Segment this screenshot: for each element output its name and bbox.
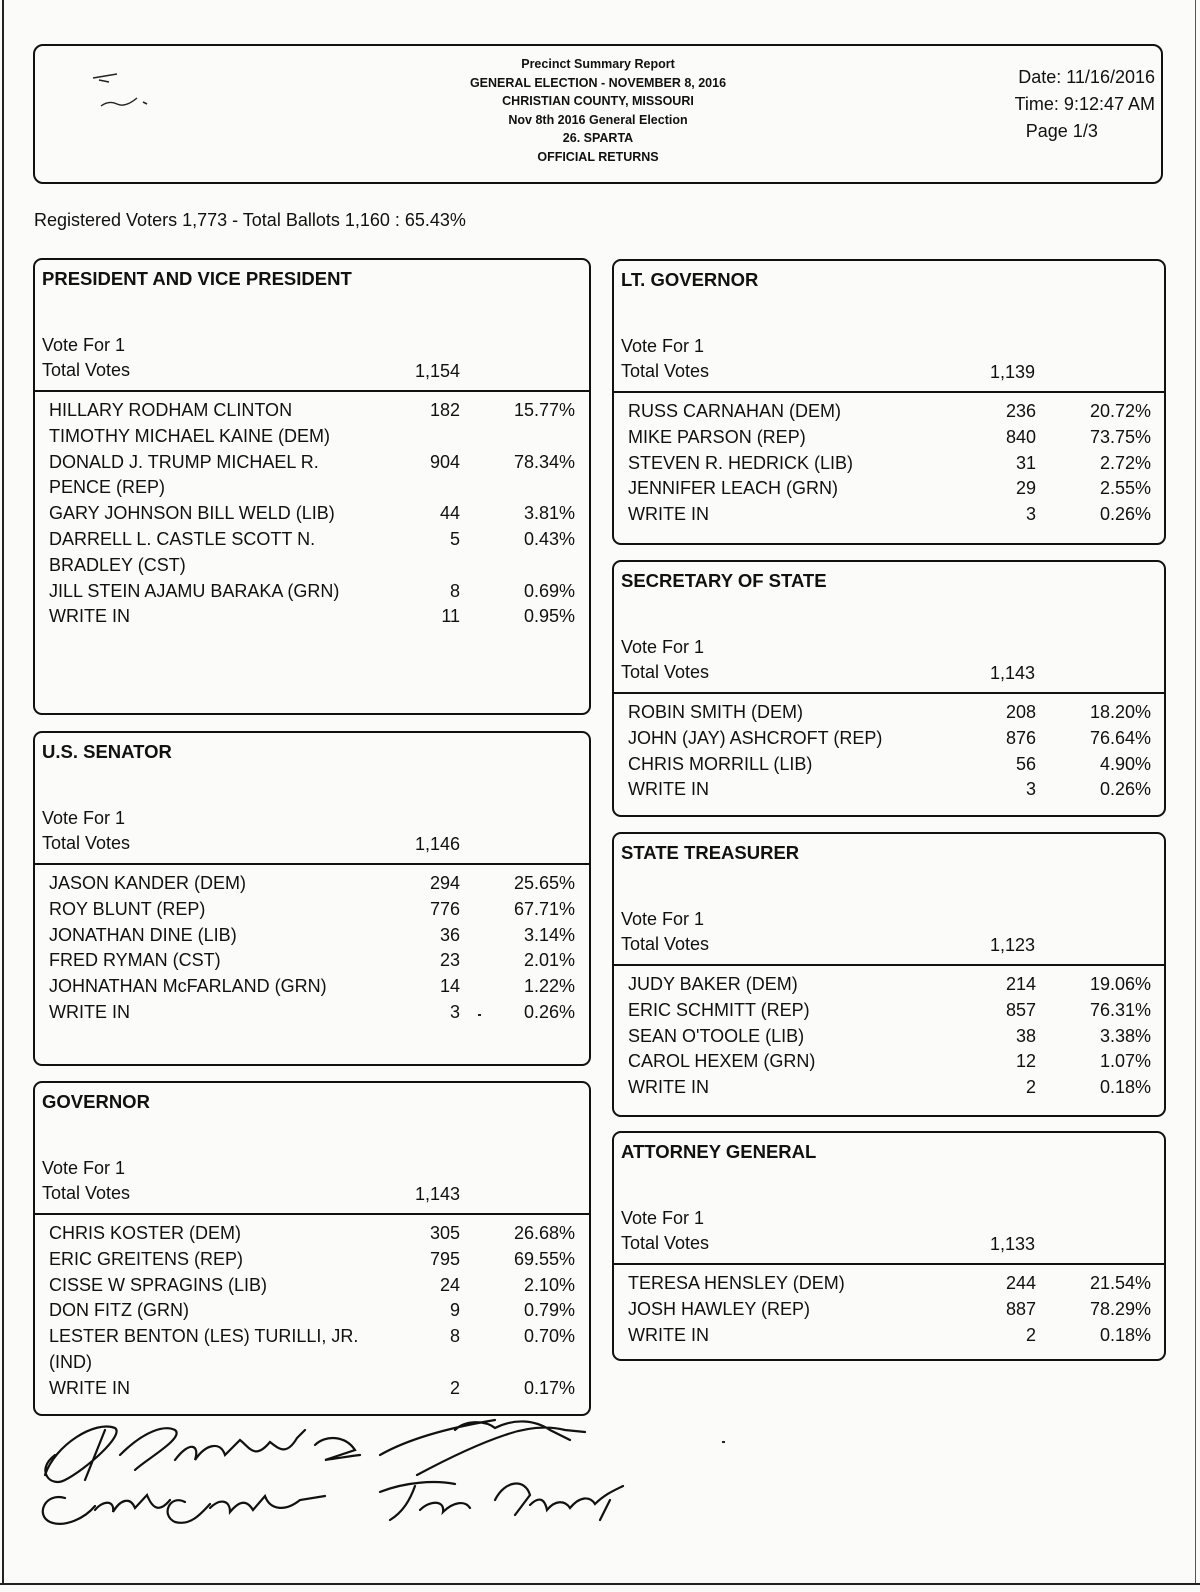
candidate-name: TERESA HENSLEY (DEM) xyxy=(628,1273,845,1293)
candidate-votes: 8 xyxy=(449,1326,460,1347)
candidate-percent: 0.26% xyxy=(1099,779,1151,800)
candidate-name: WRITE IN xyxy=(49,606,130,627)
report-page: Page 1/3 xyxy=(1025,121,1098,141)
total-votes-value: 1,143 xyxy=(989,663,1035,683)
candidate-percent: 78.29% xyxy=(1089,1298,1151,1319)
candidate-name: DON FITZ (GRN) xyxy=(49,1300,189,1321)
race-title: GOVERNOR xyxy=(42,1091,150,1112)
candidate-row xyxy=(35,948,589,974)
candidate-votes: 56 xyxy=(1015,753,1036,774)
candidate-row xyxy=(614,972,1164,998)
candidate-percent: 0.43% xyxy=(523,528,575,549)
race-title: PRESIDENT AND VICE PRESIDENT xyxy=(42,268,352,289)
candidate-name: JUDY BAKER (DEM) xyxy=(628,974,798,994)
candidate-votes: 11 xyxy=(441,606,460,627)
candidate-name: CHRIS MORRILL (LIB) xyxy=(628,753,813,774)
total-votes-value: 1,143 xyxy=(414,1184,460,1204)
total-votes-value: 1,139 xyxy=(989,362,1035,382)
candidate-votes: 24 xyxy=(439,1274,460,1295)
candidate-percent: 3.81% xyxy=(523,503,575,524)
candidate-row xyxy=(35,923,589,949)
candidate-votes: 9 xyxy=(449,1300,460,1321)
candidate-votes: 214 xyxy=(1005,974,1036,994)
race-divider xyxy=(35,1213,589,1215)
candidate-name: JOSH HAWLEY (REP) xyxy=(628,1298,811,1319)
candidate-votes: 2 xyxy=(1025,1077,1036,1098)
total-votes-value: 1,154 xyxy=(414,361,460,381)
candidate-name: ROY BLUNT (REP) xyxy=(49,898,206,919)
candidate-percent: 21.54% xyxy=(1089,1273,1151,1293)
candidate-votes: 776 xyxy=(429,898,460,919)
candidate-percent: 25.65% xyxy=(513,873,575,893)
candidate-votes: 29 xyxy=(1015,478,1036,499)
stray-mark xyxy=(722,1441,725,1443)
candidate-percent: 0.69% xyxy=(523,580,575,601)
candidate-row xyxy=(35,1273,589,1299)
candidate-votes: 38 xyxy=(1015,1025,1036,1046)
candidate-row xyxy=(35,450,589,502)
candidate-row xyxy=(614,1024,1164,1050)
candidate-percent: 2.72% xyxy=(1099,452,1151,473)
candidate-percent: 0.17% xyxy=(523,1377,575,1398)
candidate-votes: 12 xyxy=(1015,1051,1036,1072)
candidate-row xyxy=(614,476,1164,502)
race-president xyxy=(33,258,591,715)
candidate-votes: 31 xyxy=(1015,452,1036,473)
race-title: SECRETARY OF STATE xyxy=(621,570,827,591)
total-votes-label: Total Votes xyxy=(42,360,131,380)
report-meta xyxy=(1015,64,1155,145)
candidate-row xyxy=(614,752,1164,778)
candidate-votes: 8 xyxy=(449,580,460,601)
candidate-votes: 2 xyxy=(1025,1324,1036,1345)
candidate-percent: 0.26% xyxy=(523,1001,575,1022)
page-edge-left xyxy=(2,0,4,1585)
total-votes-label: Total Votes xyxy=(621,662,710,682)
candidate-list xyxy=(614,399,1164,528)
total-votes-label: Total Votes xyxy=(621,934,710,954)
candidate-percent: 3.14% xyxy=(523,924,575,945)
candidate-row xyxy=(35,579,589,605)
candidate-name: ERIC SCHMITT (REP) xyxy=(628,999,810,1020)
race-title: STATE TREASURER xyxy=(621,842,800,863)
report-title-line: Nov 8th 2016 General Election xyxy=(508,112,688,127)
report-title-line: Precinct Summary Report xyxy=(521,57,675,71)
candidate-votes: 294 xyxy=(429,873,460,893)
total-votes-value: 1,146 xyxy=(414,834,460,854)
signature-1 xyxy=(45,1426,360,1481)
candidate-name: MIKE PARSON (REP) xyxy=(628,426,806,447)
candidate-row xyxy=(35,1221,589,1247)
report-title-line: GENERAL ELECTION - NOVEMBER 8, 2016 xyxy=(469,75,727,90)
race-divider xyxy=(614,964,1164,966)
candidate-percent: 19.06% xyxy=(1089,974,1151,994)
candidate-votes: 305 xyxy=(429,1223,460,1243)
candidate-name: HILLARY RODHAM CLINTON TIMOTHY MICHAEL KAINE (DEM) xyxy=(49,400,331,446)
candidate-name: WRITE IN xyxy=(628,1324,709,1345)
candidate-percent: 2.10% xyxy=(523,1274,575,1295)
candidate-name: STEVEN R. HEDRICK (LIB) xyxy=(628,452,854,473)
candidate-percent: 69.55% xyxy=(513,1248,575,1269)
race-governor xyxy=(33,1081,591,1416)
candidate-percent: 1.07% xyxy=(1099,1051,1151,1072)
candidate-votes: 2 xyxy=(449,1377,460,1398)
candidate-row xyxy=(614,777,1164,803)
race-title: U.S. SENATOR xyxy=(42,741,172,762)
report-title-line: CHRISTIAN COUNTY, MISSOURI xyxy=(502,94,694,108)
candidate-percent: 0.79% xyxy=(523,1300,575,1321)
total-votes-label: Total Votes xyxy=(42,833,131,853)
candidate-votes: 795 xyxy=(429,1248,460,1269)
candidate-name: WRITE IN xyxy=(628,504,709,525)
report-header xyxy=(33,44,1163,184)
candidate-percent: 4.90% xyxy=(1099,753,1151,774)
candidate-percent: 2.01% xyxy=(523,950,575,971)
report-date: Date: 11/16/2016 xyxy=(1018,67,1155,87)
candidate-row xyxy=(614,700,1164,726)
vote-for-label: Vote For 1 xyxy=(621,336,705,356)
stray-mark xyxy=(478,1014,481,1016)
candidate-row xyxy=(614,399,1164,425)
signature-3 xyxy=(380,1420,585,1475)
candidate-row xyxy=(35,501,589,527)
race-title: ATTORNEY GENERAL xyxy=(621,1141,817,1162)
candidate-name: WRITE IN xyxy=(49,1001,130,1022)
candidate-name: JENNIFER LEACH (GRN) xyxy=(628,478,839,499)
candidate-list xyxy=(35,871,589,1026)
race-attorney-general xyxy=(612,1131,1166,1361)
candidate-row xyxy=(35,527,589,579)
candidate-row xyxy=(35,1376,589,1402)
race-state-treasurer xyxy=(612,832,1166,1117)
candidate-name: WRITE IN xyxy=(628,1077,709,1098)
candidate-name: ROBIN SMITH (DEM) xyxy=(628,702,803,722)
race-divider xyxy=(614,391,1164,393)
candidate-name: JILL STEIN AJAMU BARAKA (GRN) xyxy=(49,580,340,601)
candidate-name: JOHNATHAN McFARLAND (GRN) xyxy=(49,976,327,997)
candidate-name: SEAN O'TOOLE (LIB) xyxy=(628,1025,805,1046)
report-title-line: 26. SPARTA xyxy=(562,131,634,145)
candidate-name: GARY JOHNSON BILL WELD (LIB) xyxy=(49,503,335,524)
race-divider xyxy=(614,1263,1164,1265)
candidate-votes: 244 xyxy=(1005,1273,1036,1293)
candidate-row xyxy=(35,604,589,630)
candidate-list xyxy=(614,700,1164,803)
vote-for-label: Vote For 1 xyxy=(42,335,126,355)
candidate-percent: 3.38% xyxy=(1099,1025,1151,1046)
candidate-row xyxy=(614,998,1164,1024)
candidate-name: CHRIS KOSTER (DEM) xyxy=(49,1223,242,1243)
candidate-name: ERIC GREITENS (REP) xyxy=(49,1248,244,1269)
candidate-percent: 18.20% xyxy=(1089,702,1151,722)
candidate-row xyxy=(614,502,1164,528)
signature-4 xyxy=(380,1482,623,1520)
candidate-row xyxy=(614,1075,1164,1101)
registered-voters-line: Registered Voters 1,773 - Total Ballots 1,160 : 65.43% xyxy=(34,210,466,230)
candidate-row xyxy=(35,398,589,450)
report-title-line: OFFICIAL RETURNS xyxy=(537,149,659,164)
candidate-votes: 3 xyxy=(449,1001,460,1022)
candidate-percent: 0.18% xyxy=(1099,1077,1151,1098)
candidate-list xyxy=(35,1221,589,1402)
total-votes-value: 1,133 xyxy=(989,1234,1035,1254)
vote-for-label: Vote For 1 xyxy=(621,1208,705,1228)
candidate-row xyxy=(614,1297,1164,1323)
candidate-percent: 0.95% xyxy=(523,606,575,627)
candidate-votes: 876 xyxy=(1005,727,1036,748)
candidate-votes: 23 xyxy=(439,950,460,971)
candidate-row xyxy=(35,1298,589,1324)
page-edge-right xyxy=(1195,0,1196,1585)
candidate-name: FRED RYMAN (CST) xyxy=(49,950,221,971)
candidate-name: WRITE IN xyxy=(49,1377,130,1398)
candidate-percent: 0.70% xyxy=(523,1326,575,1347)
candidate-row xyxy=(614,726,1164,752)
signature-2 xyxy=(43,1495,325,1524)
candidate-votes: 3 xyxy=(1025,504,1036,525)
vote-for-label: Vote For 1 xyxy=(621,637,705,657)
candidate-votes: 904 xyxy=(429,451,460,472)
candidate-name: LESTER BENTON (LES) TURILLI, JR. (IND) xyxy=(49,1326,359,1372)
total-votes-label: Total Votes xyxy=(621,361,710,381)
race-us-senator xyxy=(33,731,591,1066)
candidate-percent: 26.68% xyxy=(513,1223,575,1243)
candidate-row xyxy=(614,1323,1164,1349)
candidate-name: JOHN (JAY) ASHCROFT (REP) xyxy=(628,727,883,748)
vote-for-label: Vote For 1 xyxy=(42,1158,126,1178)
page-edge-bottom xyxy=(0,1583,1200,1585)
candidate-row xyxy=(35,1247,589,1273)
race-divider xyxy=(35,863,589,865)
candidate-row xyxy=(35,1324,589,1376)
candidate-name: CAROL HEXEM (GRN) xyxy=(628,1051,816,1072)
candidate-percent: 20.72% xyxy=(1089,401,1151,421)
total-votes-value: 1,123 xyxy=(989,935,1035,955)
candidate-percent: 15.77% xyxy=(513,400,575,420)
candidate-votes: 14 xyxy=(439,976,460,997)
candidate-name: DONALD J. TRUMP MICHAEL R. PENCE (REP) xyxy=(49,451,319,498)
vote-for-label: Vote For 1 xyxy=(42,808,126,828)
candidate-row xyxy=(614,1049,1164,1075)
candidate-votes: 840 xyxy=(1005,426,1036,447)
candidate-votes: 36 xyxy=(439,924,460,945)
candidate-list xyxy=(35,398,589,630)
candidate-name: DARRELL L. CASTLE SCOTT N. BRADLEY (CST) xyxy=(49,528,316,575)
candidate-percent: 2.55% xyxy=(1099,478,1151,499)
candidate-row xyxy=(35,871,589,897)
candidate-percent: 67.71% xyxy=(513,898,575,919)
signatures-area xyxy=(25,1400,645,1530)
vote-for-label: Vote For 1 xyxy=(621,909,705,929)
candidate-name: RUSS CARNAHAN (DEM) xyxy=(628,401,842,421)
candidate-percent: 0.18% xyxy=(1099,1324,1151,1345)
race-divider xyxy=(614,692,1164,694)
candidate-percent: 76.31% xyxy=(1089,999,1151,1020)
candidate-percent: 0.26% xyxy=(1099,504,1151,525)
candidate-row xyxy=(614,425,1164,451)
candidate-percent: 73.75% xyxy=(1089,426,1151,447)
candidate-percent: 76.64% xyxy=(1089,727,1151,748)
candidate-name: CISSE W SPRAGINS (LIB) xyxy=(49,1274,268,1295)
candidate-name: JONATHAN DINE (LIB) xyxy=(49,924,237,945)
candidate-name: JASON KANDER (DEM) xyxy=(49,873,247,893)
candidate-row xyxy=(35,974,589,1000)
candidate-votes: 887 xyxy=(1005,1298,1036,1319)
candidate-percent: 78.34% xyxy=(513,451,575,472)
race-divider xyxy=(35,390,589,392)
candidate-row xyxy=(614,1271,1164,1297)
candidate-votes: 5 xyxy=(449,528,460,549)
race-title: LT. GOVERNOR xyxy=(621,269,759,290)
candidate-row xyxy=(614,451,1164,477)
candidate-name: WRITE IN xyxy=(628,779,709,800)
candidate-votes: 236 xyxy=(1005,401,1036,421)
candidate-list xyxy=(614,1271,1164,1348)
candidate-votes: 3 xyxy=(1025,779,1036,800)
race-secretary-of-state xyxy=(612,560,1166,817)
report-title-block xyxy=(35,55,1161,166)
candidate-votes: 208 xyxy=(1005,702,1036,722)
candidate-votes: 182 xyxy=(429,400,460,420)
candidate-votes: 857 xyxy=(1005,999,1036,1020)
candidate-votes: 44 xyxy=(439,503,460,524)
candidate-percent: 1.22% xyxy=(523,976,575,997)
race-lt-governor xyxy=(612,259,1166,545)
report-time: Time: 9:12:47 AM xyxy=(1014,94,1155,114)
total-votes-label: Total Votes xyxy=(621,1233,710,1253)
candidate-row xyxy=(35,897,589,923)
total-votes-label: Total Votes xyxy=(42,1183,131,1203)
candidate-list xyxy=(614,972,1164,1101)
candidate-row xyxy=(35,1000,589,1026)
